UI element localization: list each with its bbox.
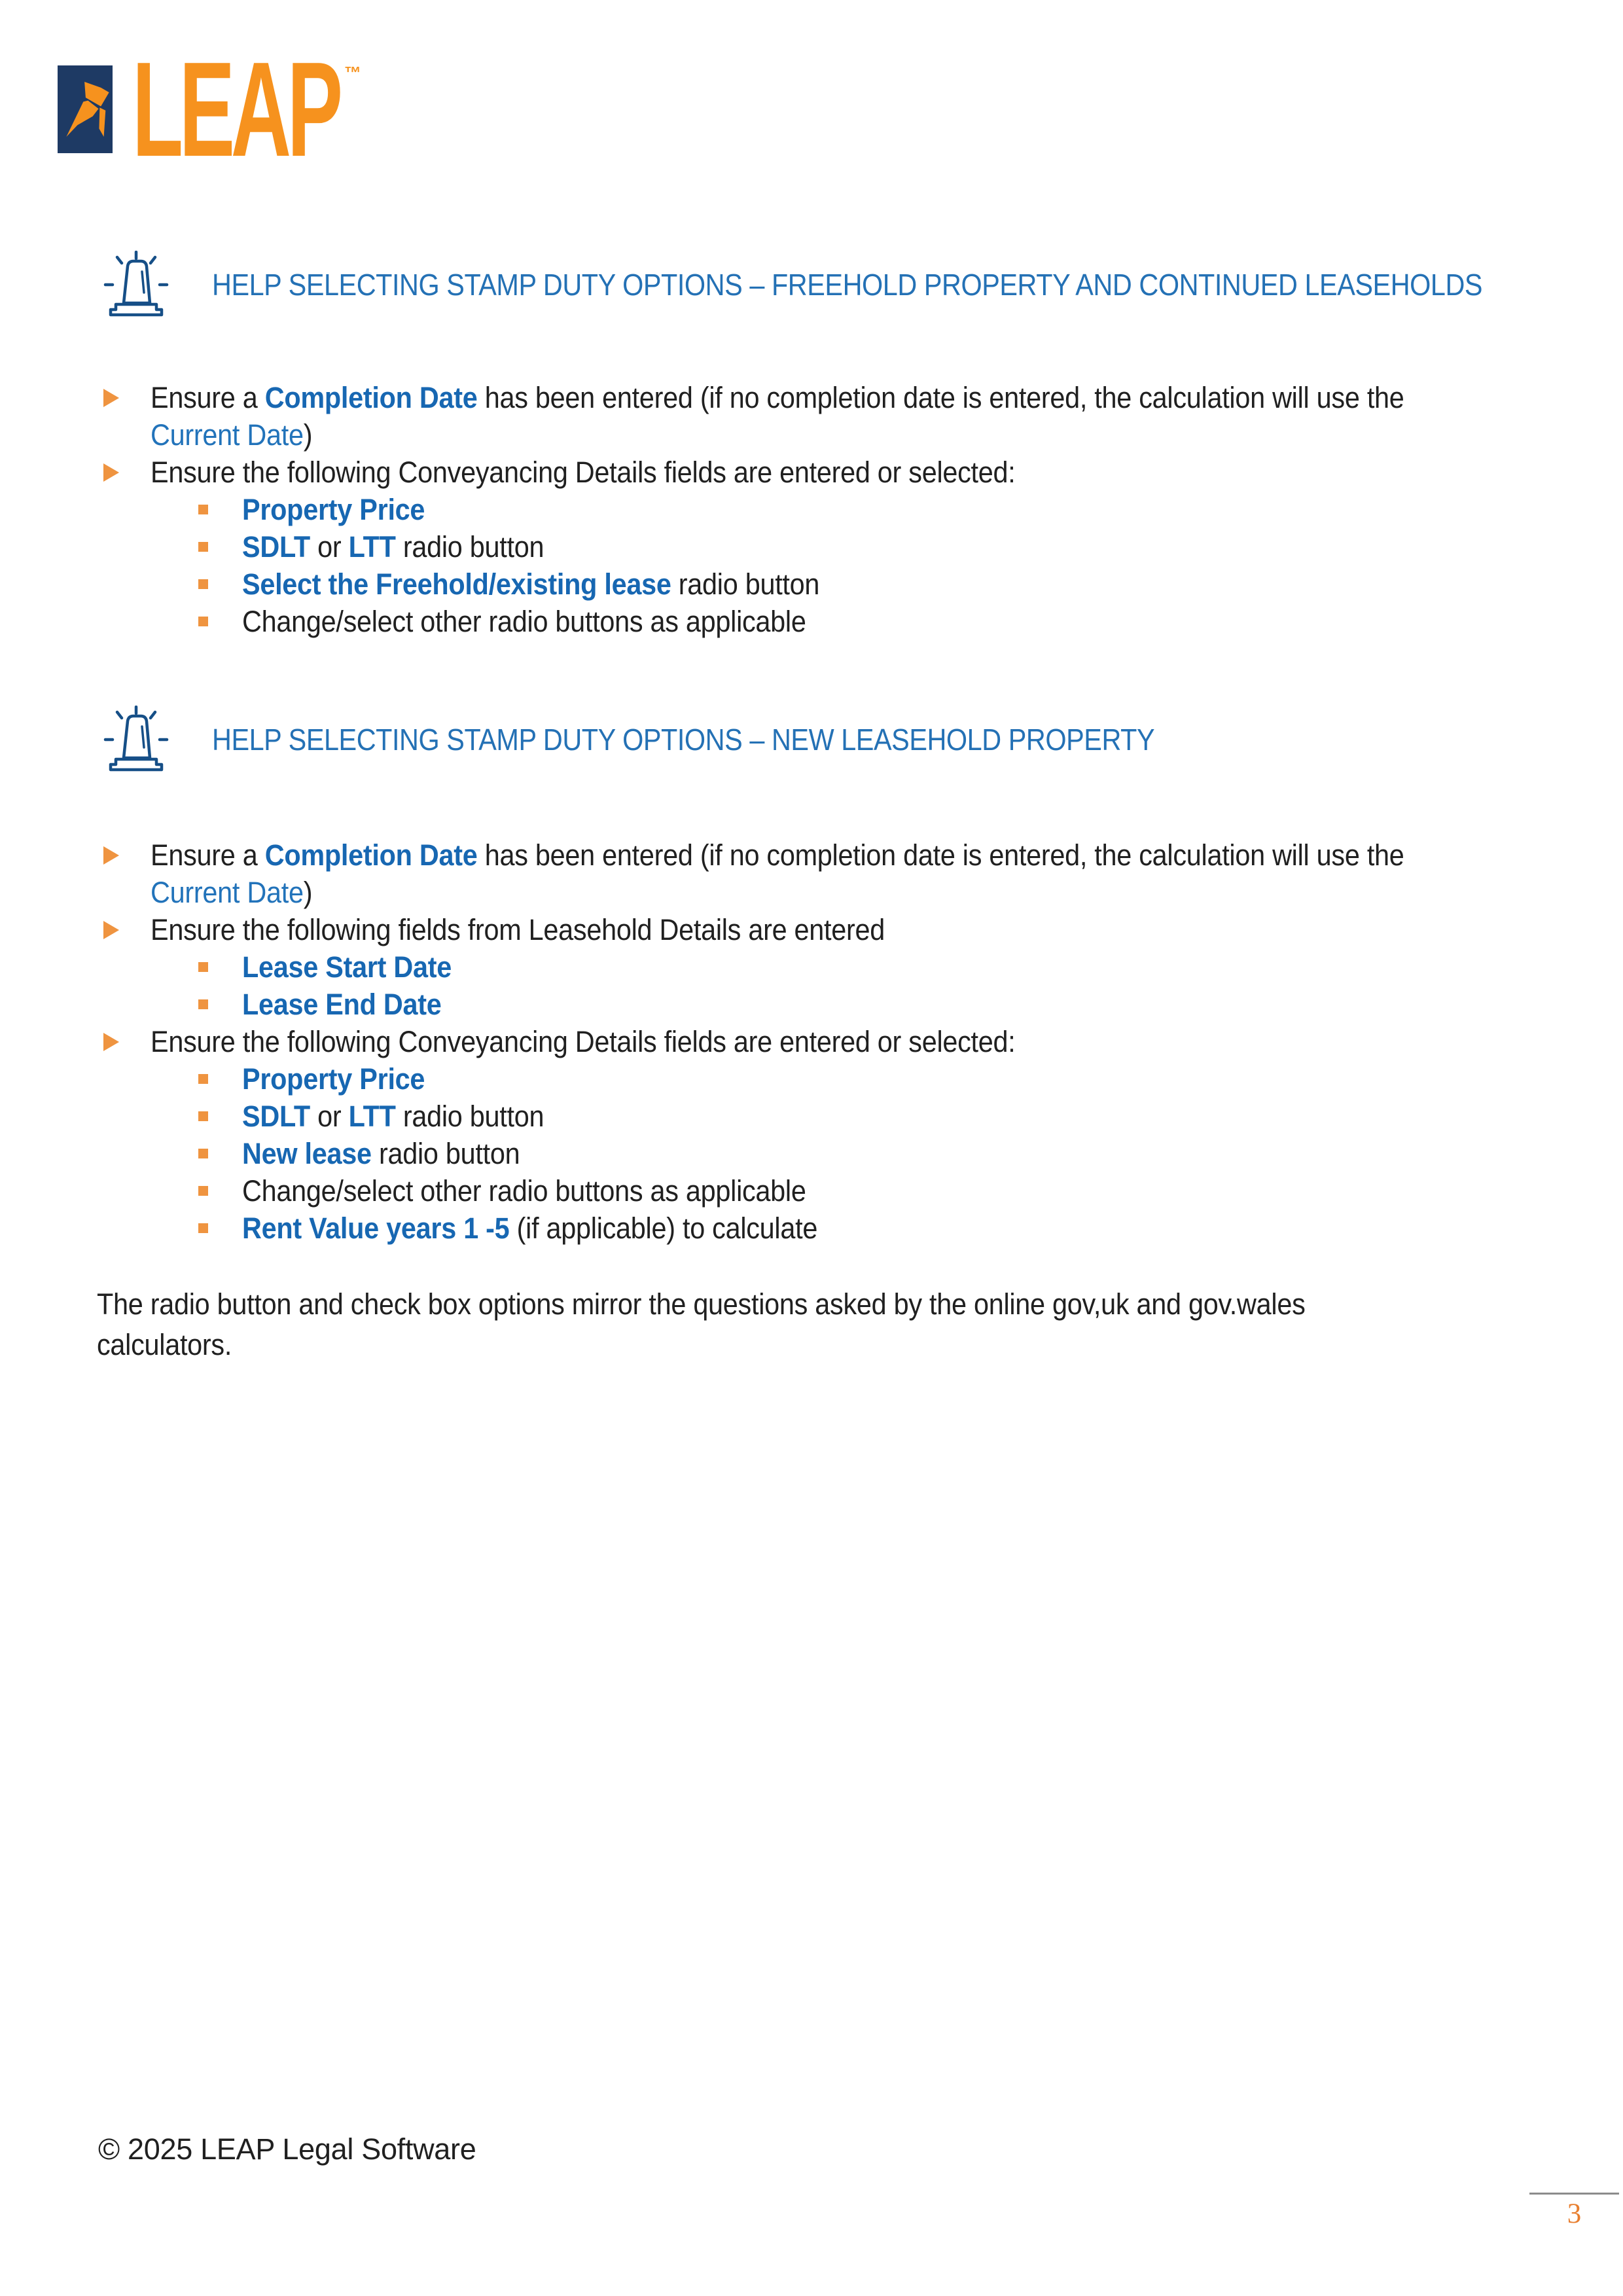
triangle-bullet-icon <box>103 463 119 482</box>
leap-logo <box>58 34 465 185</box>
bullet-item <box>103 454 1582 491</box>
sub-bullet-item <box>198 1098 1582 1135</box>
text-segment: radio button <box>371 1137 520 1170</box>
square-bullet-icon <box>198 962 208 972</box>
leap-wordmark-wrap <box>132 34 465 185</box>
bullet-text <box>242 948 452 986</box>
text-segment: (if applicable) to calculate <box>509 1211 818 1245</box>
sub-bullet-item <box>198 1060 1582 1098</box>
text-segment: Ensure the following fields from Leasehold Details are entered <box>151 913 885 946</box>
text-segment: Change/select other radio buttons as applicable <box>242 605 806 638</box>
trademark-symbol: ™ <box>344 63 361 82</box>
text-segment: SDLT <box>242 1100 310 1133</box>
square-bullet-icon <box>198 505 208 514</box>
bullet-text <box>151 379 1404 454</box>
bullet-item <box>103 911 1582 948</box>
bullet-text <box>242 1172 806 1210</box>
bullet-text <box>242 1210 817 1247</box>
sub-bullet-item <box>198 565 1582 603</box>
text-segment: or <box>310 1100 349 1133</box>
text-segment: radio button <box>671 567 820 601</box>
sub-bullet-item <box>198 986 1582 1023</box>
text-segment: New lease <box>242 1137 372 1170</box>
text-segment: ) <box>303 876 313 909</box>
text-segment: Change/select other radio buttons as applicable <box>242 1174 806 1208</box>
text-segment: LTT <box>348 530 396 564</box>
leap-wordmark: LEAP <box>132 34 339 185</box>
bullet-text <box>242 528 544 565</box>
text-segment: Ensure the following Conveyancing Details fields are entered or selected: <box>151 456 1016 489</box>
text-segment: has been entered (if no completion date is entered, the calculation will use the <box>477 381 1404 414</box>
section-2-title: HELP SELECTING STAMP DUTY OPTIONS – NEW LEASEHOLD PROPERTY <box>212 723 1155 757</box>
bullet-item <box>103 379 1582 454</box>
text-segment: Lease Start Date <box>242 950 452 984</box>
section-1-title: HELP SELECTING STAMP DUTY OPTIONS – FREEHOLD PROPERTY AND CONTINUED LEASEHOLDS <box>212 268 1483 302</box>
sub-bullet-item <box>198 491 1582 528</box>
bullet-text <box>242 986 441 1023</box>
sub-bullet-item <box>198 603 1582 640</box>
bullet-text <box>242 1098 544 1135</box>
triangle-bullet-icon <box>103 1033 119 1051</box>
sub-bullet-item <box>198 1210 1582 1247</box>
sub-bullet-item <box>198 528 1582 565</box>
text-segment: radio button <box>395 1100 544 1133</box>
section-2-heading <box>103 706 1259 774</box>
copyright-text: © 2025 LEAP Legal Software <box>98 2132 476 2166</box>
text-segment: Ensure the following Conveyancing Details fields are entered or selected: <box>151 1025 1016 1058</box>
square-bullet-icon <box>198 1149 208 1158</box>
text-segment: has been entered (if no completion date is entered, the calculation will use the <box>477 838 1404 872</box>
text-segment: Ensure a <box>151 838 265 872</box>
square-bullet-icon <box>198 1186 208 1196</box>
square-bullet-icon <box>198 1111 208 1121</box>
bullet-item <box>103 836 1582 911</box>
section-1-heading <box>103 251 1623 319</box>
text-segment: Ensure a <box>151 381 265 414</box>
square-bullet-icon <box>198 1223 208 1233</box>
bullet-text <box>151 911 885 948</box>
text-segment: SDLT <box>242 530 310 564</box>
text-segment: Rent Value years 1 -5 <box>242 1211 510 1245</box>
text-segment: Completion Date <box>264 381 478 414</box>
text-segment: or <box>310 530 349 564</box>
sub-bullet-item <box>198 1135 1582 1172</box>
siren-icon <box>103 251 169 319</box>
bullet-text <box>151 836 1404 911</box>
square-bullet-icon <box>198 999 208 1009</box>
bullet-text <box>151 454 1016 491</box>
page-number: 3 <box>1567 2198 1582 2229</box>
square-bullet-icon <box>198 1074 208 1084</box>
bullet-text <box>242 1060 425 1098</box>
bullet-text <box>242 565 819 603</box>
text-segment: Property Price <box>242 1062 425 1096</box>
text-segment: LTT <box>348 1100 396 1133</box>
text-segment: Select the Freehold/existing lease <box>242 567 671 601</box>
triangle-bullet-icon <box>103 846 119 865</box>
triangle-bullet-icon <box>103 921 119 939</box>
closing-paragraph <box>97 1284 1410 1365</box>
bullet-text <box>242 603 806 640</box>
sub-bullet-item <box>198 948 1582 986</box>
bullet-text <box>151 1023 1016 1060</box>
page-number-rule <box>1529 2193 1619 2195</box>
bullet-item <box>103 1023 1582 1060</box>
text-segment: Current Date <box>151 418 304 452</box>
text-segment: Current Date <box>151 876 304 909</box>
siren-icon <box>103 706 169 774</box>
triangle-bullet-icon <box>103 389 119 407</box>
bullet-text <box>242 1135 520 1172</box>
text-segment: Completion Date <box>264 838 478 872</box>
sub-bullet-item <box>198 1172 1582 1210</box>
text-segment: Lease End Date <box>242 988 442 1021</box>
text-segment: ) <box>303 418 313 452</box>
bullet-text <box>242 491 425 528</box>
leap-kangaroo-icon <box>58 62 113 157</box>
paragraph-text: The radio button and check box options mirror the questions asked by the online gov,uk and gov.wales calculators. <box>97 1287 1306 1361</box>
square-bullet-icon <box>198 542 208 552</box>
text-segment: Property Price <box>242 493 425 526</box>
section-2-list <box>103 836 1582 1247</box>
text-segment: radio button <box>395 530 544 564</box>
square-bullet-icon <box>198 579 208 589</box>
square-bullet-icon <box>198 617 208 626</box>
section-1-list <box>103 379 1582 640</box>
